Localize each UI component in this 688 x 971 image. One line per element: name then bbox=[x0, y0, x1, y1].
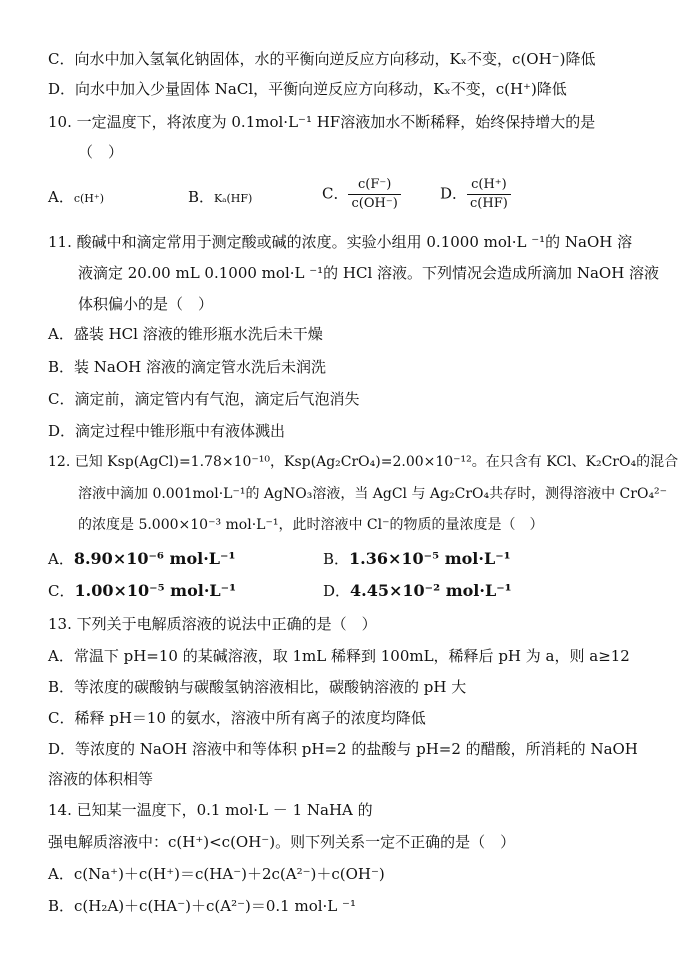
q10-stem: 10. 一定温度下，将浓度为 0.1mol·L⁻¹ HF溶液加水不断稀释，始终保持增大的是 bbox=[48, 113, 596, 131]
q10-option-a bbox=[48, 188, 104, 208]
q11-option-b: B．装 NaOH 溶液的滴定管水洗后未润洗 bbox=[48, 358, 327, 376]
q14-option-b: B．c(H₂A)＋c(HA⁻)＋c(A²⁻)＝0.1 mol·L ⁻¹ bbox=[48, 897, 356, 915]
q12-option-d-label: D． bbox=[323, 582, 351, 600]
q12-option-b-label: B． bbox=[323, 550, 350, 568]
q10-option-c-label: C． bbox=[322, 184, 349, 203]
q10-option-c-denominator: c(OH⁻) bbox=[351, 196, 398, 211]
q10-option-a-label: A． bbox=[48, 188, 74, 206]
q12-option-a bbox=[48, 550, 235, 568]
q12-option-d bbox=[323, 582, 512, 600]
q10-option-d-numerator: c(H⁺) bbox=[467, 177, 511, 195]
q12-option-a-text: 8.90×10⁻⁶ mol·L⁻¹ bbox=[73, 549, 236, 568]
q12-stem-line2: 溶液中滴加 0.001mol·L⁻¹的 AgNO₃溶液，当 AgCl 与 Ag₂CrO₄共存时，测得溶液中 CrO₄²⁻ bbox=[78, 486, 668, 502]
q14-stem-line1: 14. 已知某一温度下，0.1 mol·L － 1 NaHA 的 bbox=[48, 801, 373, 819]
q10-option-c-fraction bbox=[348, 177, 400, 212]
q12-stem-line1: 12. 已知 Ksp(AgCl)=1.78×10⁻¹⁰，Ksp(Ag₂CrO₄)=2.00×10⁻¹²。在只含有 KCl、K₂CrO₄的混合 bbox=[48, 454, 679, 470]
q10-bracket: （ ） bbox=[78, 143, 124, 161]
q10-option-c bbox=[322, 177, 401, 212]
q12-option-c bbox=[48, 582, 236, 600]
q13-option-b: B．等浓度的碳酸钠与碳酸氢钠溶液相比，碳酸钠溶液的 pH 大 bbox=[48, 678, 467, 696]
q11-stem-line2: 液滴定 20.00 mL 0.1000 mol·L ⁻¹的 HCl 溶液。下列情况会造成所滴加 NaOH 溶液 bbox=[78, 264, 660, 282]
q10-option-b-label: B． bbox=[188, 188, 215, 206]
q11-option-a: A．盛装 HCl 溶液的锥形瓶水洗后未干燥 bbox=[48, 325, 323, 343]
prev-option-d: D．向水中加入少量固体 NaCl，平衡向逆反应方向移动，Kₓ不变，c(H⁺)降低 bbox=[48, 80, 567, 98]
q12-option-c-text: 1.00×10⁻⁵ mol·L⁻¹ bbox=[74, 581, 237, 600]
q13-option-d-line2: 溶液的体积相等 bbox=[48, 770, 154, 788]
q13-stem: 13. 下列关于电解质溶液的说法中正确的是（ ） bbox=[48, 615, 377, 633]
q12-option-a-label: A． bbox=[48, 550, 74, 568]
q11-option-d: D．滴定过程中锥形瓶中有液体溅出 bbox=[48, 422, 286, 440]
q12-option-b-text: 1.36×10⁻⁵ mol·L⁻¹ bbox=[349, 549, 511, 568]
prev-option-c: C．向水中加入氢氧化钠固体，水的平衡向逆反应方向移动，Kₓ不变，c(OH⁻)降低 bbox=[48, 50, 596, 68]
q12-option-d-text: 4.45×10⁻² mol·L⁻¹ bbox=[350, 581, 512, 600]
q12-option-b bbox=[323, 550, 511, 568]
q10-option-d-fraction bbox=[467, 177, 511, 212]
q10-option-b-text: Kₐ(HF) bbox=[214, 192, 253, 205]
q11-stem-line1: 11. 酸碱中和滴定常用于测定酸或碱的浓度。实验小组用 0.1000 mol·L ⁻¹的 NaOH 溶 bbox=[48, 233, 633, 251]
q10-option-b bbox=[188, 188, 252, 208]
q10-option-d-denominator: c(HF) bbox=[470, 196, 508, 211]
q10-option-d-label: D． bbox=[440, 184, 468, 203]
q12-stem-line3: 的浓度是 5.000×10⁻³ mol·L⁻¹，此时溶液中 Cl⁻的物质的量浓度是（ ） bbox=[78, 517, 544, 533]
q13-option-c: C．稀释 pH＝10 的氨水，溶液中所有离子的浓度均降低 bbox=[48, 709, 426, 727]
q12-option-c-label: C． bbox=[48, 582, 75, 600]
q14-stem-line2: 强电解质溶液中：c(H⁺)<c(OH⁻)。则下列关系一定不正确的是（ ） bbox=[48, 833, 516, 851]
q10-option-d bbox=[440, 177, 511, 212]
q14-option-a: A．c(Na⁺)＋c(H⁺)＝c(HA⁻)＋2c(A²⁻)＋c(OH⁻) bbox=[48, 865, 385, 883]
q13-option-a: A．常温下 pH=10 的某碱溶液，取 1mL 稀释到 100mL，稀释后 pH 为 a，则 a≥12 bbox=[48, 647, 630, 665]
q10-option-c-numerator: c(F⁻) bbox=[348, 177, 400, 195]
q13-option-d-line1: D．等浓度的 NaOH 溶液中和等体积 pH=2 的盐酸与 pH=2 的醋酸，所消耗的 NaOH bbox=[48, 740, 638, 758]
q11-option-c: C．滴定前，滴定管内有气泡，滴定后气泡消失 bbox=[48, 390, 360, 408]
q10-option-a-text: c(H⁺) bbox=[73, 192, 104, 205]
q11-stem-line3: 体积偏小的是（ ） bbox=[78, 295, 214, 313]
